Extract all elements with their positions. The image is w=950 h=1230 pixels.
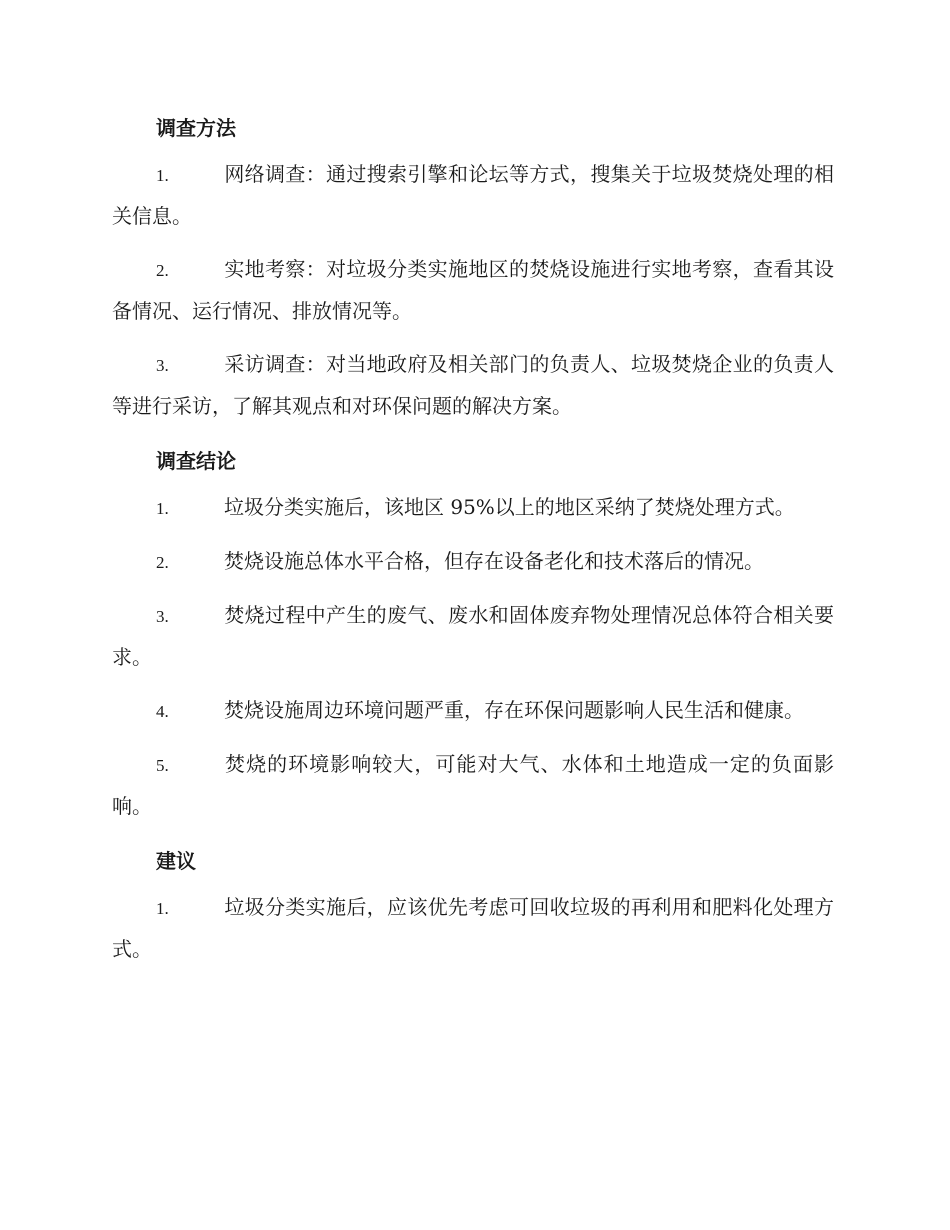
item-text: 焚烧过程中产生的废气、废水和固体废弃物处理情况总体符合相关要求。 (112, 603, 834, 669)
list-item (112, 541, 834, 583)
item-text: 焚烧的环境影响较大，可能对大气、水体和土地造成一定的负面影响。 (112, 752, 834, 818)
item-text: 垃圾分类实施后，该地区 95%以上的地区采纳了焚烧处理方式。 (224, 495, 795, 519)
section-suggestions (112, 839, 834, 970)
item-number: 3. (156, 356, 169, 375)
document-page (112, 100, 834, 982)
section-heading: 调查结论 (156, 449, 236, 473)
list-item (112, 249, 834, 332)
item-text: 网络调查：通过搜索引擎和论坛等方式，搜集关于垃圾焚烧处理的相关信息。 (112, 162, 834, 228)
item-text: 焚烧设施周边环境问题严重，存在环保问题影响人民生活和健康。 (224, 698, 804, 722)
list-item (112, 154, 834, 237)
list-item (112, 690, 834, 732)
list-item (112, 744, 834, 827)
item-text: 实地考察：对垃圾分类实施地区的焚烧设施进行实地考察，查看其设备情况、运行情况、排放情况等。 (112, 257, 834, 323)
item-number: 3. (156, 607, 169, 626)
item-number: 2. (156, 553, 169, 572)
item-number: 5. (156, 756, 169, 775)
list-item (112, 595, 834, 678)
section-heading: 建议 (156, 849, 196, 873)
item-number: 2. (156, 261, 169, 280)
item-text: 垃圾分类实施后，应该优先考虑可回收垃圾的再利用和肥料化处理方式。 (112, 895, 834, 961)
list-item (112, 887, 834, 970)
item-number: 1. (156, 499, 169, 518)
item-number: 1. (156, 899, 169, 918)
item-number: 1. (156, 166, 169, 185)
item-text: 焚烧设施总体水平合格，但存在设备老化和技术落后的情况。 (224, 549, 764, 573)
section-methods (112, 106, 834, 427)
item-number: 4. (156, 702, 169, 721)
section-heading: 调查方法 (156, 116, 236, 140)
list-item (112, 344, 834, 427)
list-item (112, 487, 834, 529)
section-conclusions (112, 439, 834, 827)
item-text: 采访调查：对当地政府及相关部门的负责人、垃圾焚烧企业的负责人等进行采访，了解其观点和对环保问题的解决方案。 (112, 352, 834, 418)
